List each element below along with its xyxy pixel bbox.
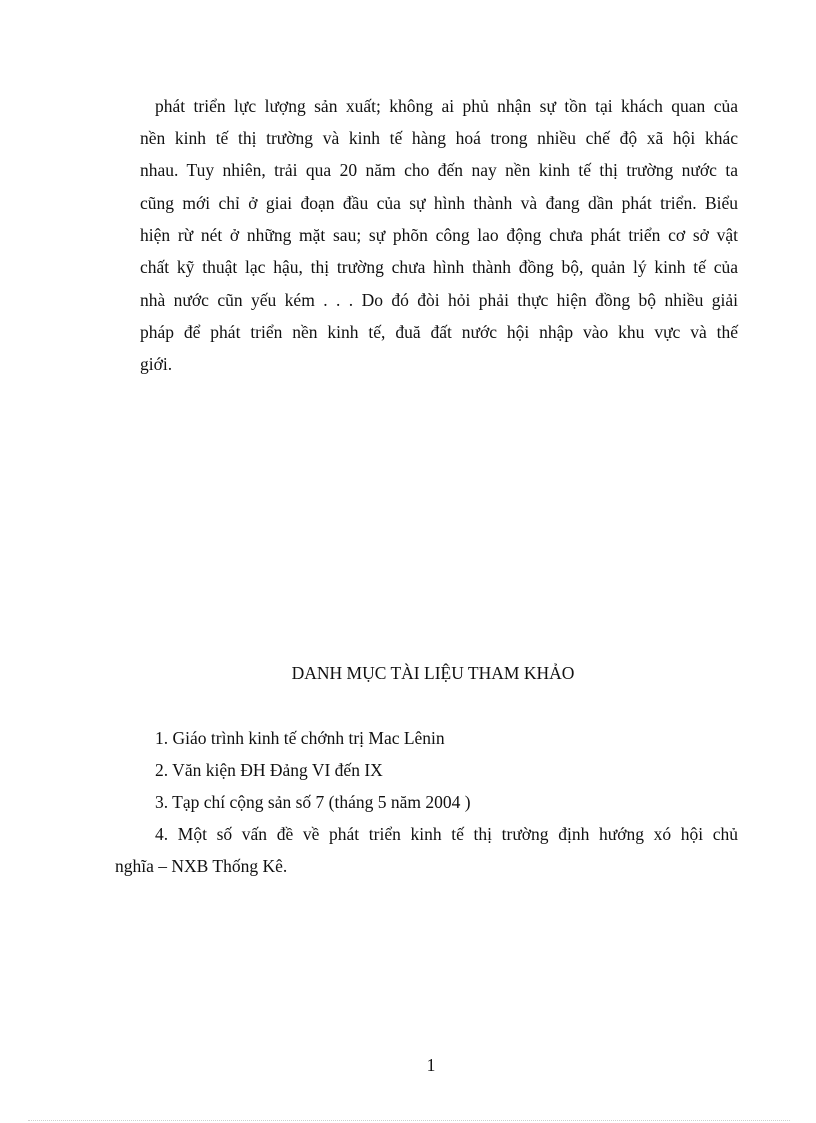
reference-item: 1. Giáo trình kinh tế chớnh trị Mac Lênin xyxy=(155,728,445,748)
reference-item: 2. Văn kiện ĐH Đảng VI đến IX xyxy=(155,760,383,780)
page-number: 1 xyxy=(426,1055,436,1075)
paragraph-line: phát triển lực lượng sản xuất; không ai phủ nhận sự tồn tại khách quan của xyxy=(155,96,738,116)
page-bottom-divider xyxy=(28,1120,790,1121)
reference-item: 3. Tạp chí cộng sản số 7 (tháng 5 năm 2004 ) xyxy=(155,792,471,812)
references-heading: DANH MỤC TÀI LIỆU THAM KHẢO xyxy=(291,663,575,683)
paragraph-line: nhà nước cũn yếu kém . . . Do đó đòi hỏi phải thực hiện đồng bộ nhiều giải xyxy=(140,290,738,310)
paragraph-line: nhau. Tuy nhiên, trải qua 20 năm cho đến nay nền kinh tế thị trường nước ta xyxy=(140,160,738,180)
paragraph-line: cũng mới chỉ ở giai đoạn đầu của sự hình thành và đang dần phát triển. Biểu xyxy=(140,193,738,213)
paragraph-line: pháp để phát triển nền kinh tế, đuă đất nước hội nhập vào khu vực và thế xyxy=(140,322,738,342)
paragraph-line: chất kỹ thuật lạc hậu, thị trường chưa hình thành đồng bộ, quản lý kinh tế của xyxy=(140,257,738,277)
paragraph-line: giới. xyxy=(140,354,173,374)
reference-item: 4. Một số vấn đề về phát triển kinh tế thị trường định hướng xó hội chủ xyxy=(155,824,738,844)
paragraph-line: hiện rừ nét ở những mặt sau; sự phõn công lao động chưa phát triển cơ sở vật xyxy=(140,225,738,245)
reference-item-continuation: nghĩa – NXB Thống Kê. xyxy=(115,856,288,876)
paragraph-line: nền kinh tế thị trường và kinh tế hàng hoá trong nhiều chế độ xã hội khác xyxy=(140,128,738,148)
